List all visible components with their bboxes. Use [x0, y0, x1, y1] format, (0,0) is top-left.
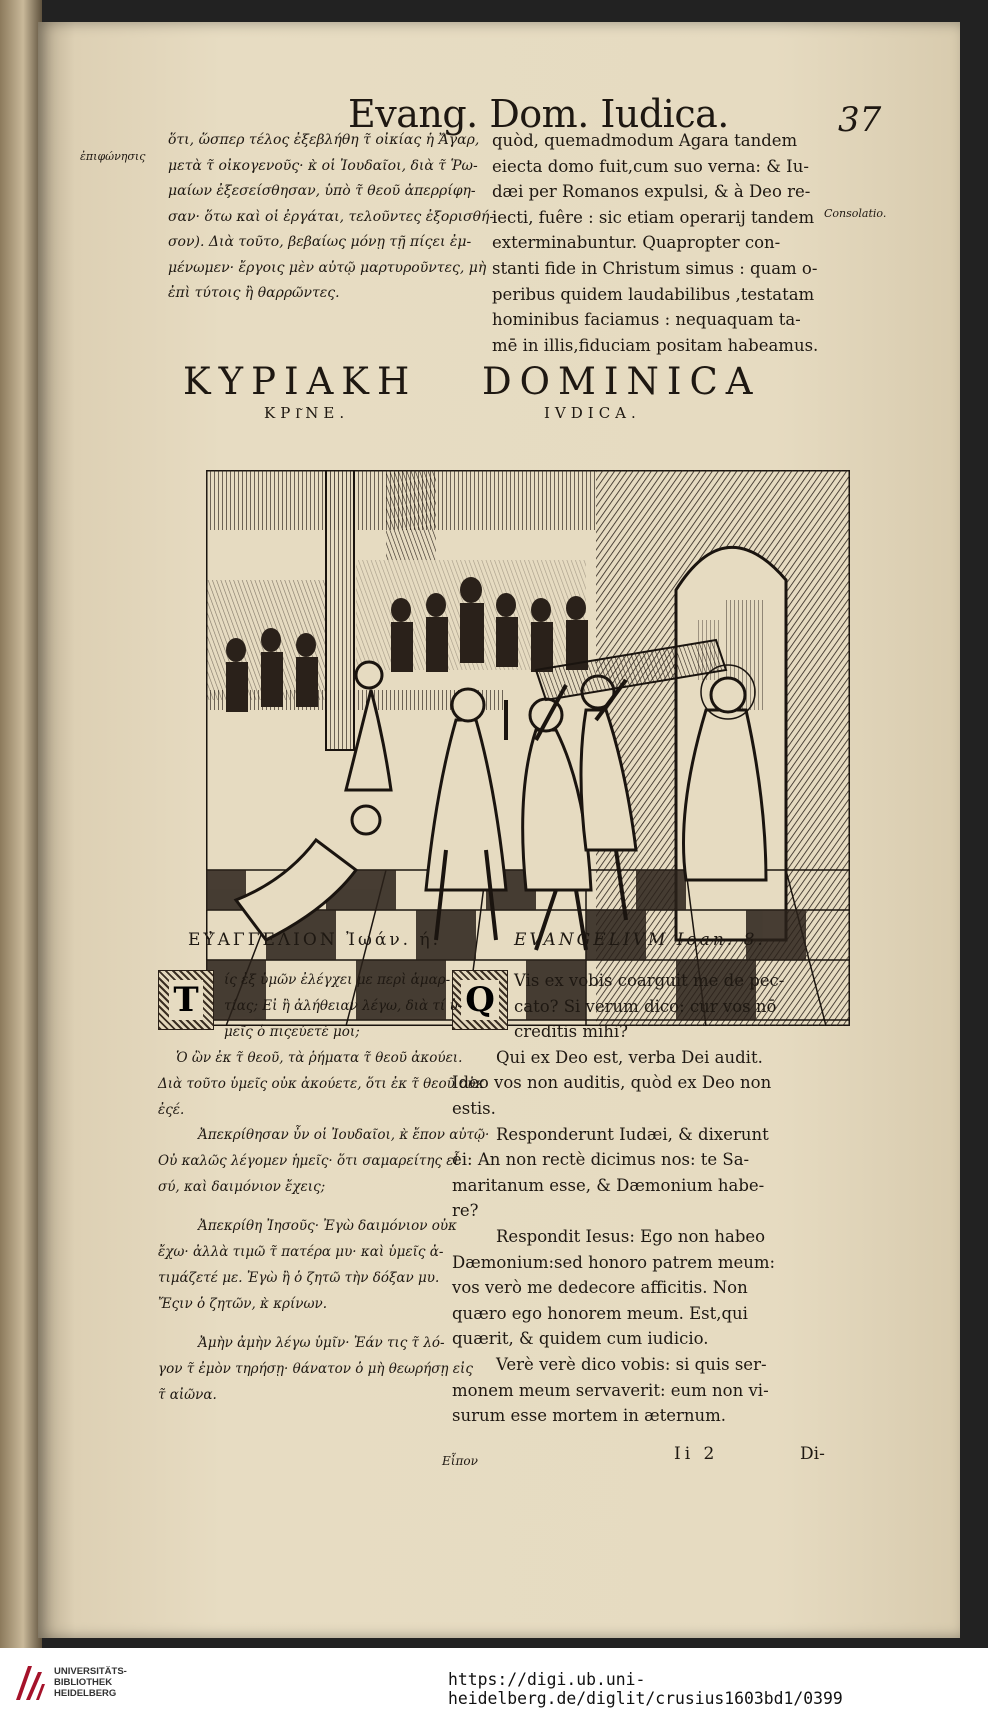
signature-mark: Ii 2	[674, 1444, 719, 1464]
top-greek-paragraph	[168, 128, 508, 307]
previous-page-margin-fragments	[2, 100, 38, 1300]
latin-catchword: Di-	[800, 1444, 825, 1464]
text-line: monem meum servaverit: eum non vi-	[452, 1380, 769, 1400]
text-line: τίας; Εἰ ἢ ἀλήθειαν λέγω, διὰ τί ὑ-	[224, 997, 463, 1014]
latin-subtitle: IVDICA.	[544, 404, 641, 422]
text-line: quòd, quemadmodum Agara tandem	[492, 131, 798, 150]
text-line: ὅτι, ὥσπερ τέλος ἐξεβλήθη τ̃ οἰκίας ἡ Ἄγαρ,	[168, 132, 480, 148]
permalink-url[interactable]: https://digi.ub.uni-heidelberg.de/diglit/crusius1603bd1/0399	[448, 1670, 843, 1708]
text-line: mē in illis,fiduciam positam habeamus.	[492, 335, 819, 355]
text-line	[158, 1318, 488, 1331]
text-line: ei: An non rectè dicimus nos: te Sa-	[452, 1150, 750, 1170]
text-line: Respondit Iesus: Ego non habeo	[496, 1226, 766, 1246]
text-line: Ὁ ὢν ἐκ τ̃ θεοῦ, τὰ ῥήματα τ̃ θεοῦ ἀκούει.	[176, 1049, 463, 1066]
text-line: creditis mihi?	[514, 1022, 629, 1042]
text-line: dæi per Romanos expulsi, & à Deo re-	[492, 182, 811, 202]
text-line: Verè verè dico vobis: si quis ser-	[496, 1354, 767, 1374]
text-line: Ἀπεκρίθη Ἰησοῦς· Ἐγὼ δαιμόνιον οὐκ	[198, 1218, 457, 1235]
text-line: surum esse mortem in æternum.	[452, 1406, 727, 1426]
latin-gospel-text	[452, 968, 792, 1429]
text-line: γον τ̃ ἐμὸν τηρήσῃ· θάνατον ὁ μὴ θεωρήσῃ εἰς	[158, 1360, 473, 1377]
latin-dropcap-initial: Q	[452, 970, 508, 1030]
text-line: ἔχω· ἀλλὰ τιμῶ τ̃ πατέρα μυ· καὶ ὑμεῖς ἀ-	[158, 1244, 444, 1261]
text-line: peribus quidem laudabilibus ,testatam	[492, 284, 815, 304]
text-line: eiecta domo fuit,cum suo verna: & Iu-	[492, 156, 809, 176]
text-line: Responderunt Iudæi, & dixerunt	[496, 1124, 769, 1144]
text-line: vos verò me dedecore afficitis. Non	[452, 1278, 748, 1298]
text-line: exterminabuntur. Quapropter con-	[492, 233, 781, 253]
text-line: μετὰ τ̃ οἰκογενοῦς· κ̀ οἱ Ἰουδαῖοι, διὰ τ̃ Ῥω-	[168, 157, 478, 174]
text-line: Οὐ καλῶς λέγομεν ἡμεῖς· ὅτι σαμαρείτης εἶ	[158, 1153, 459, 1170]
text-line: quæro ego honorem meum. Est,qui	[452, 1303, 748, 1323]
university-library-logo-icon[interactable]	[12, 1660, 46, 1704]
text-line: Ideo vos non auditis, quòd ex Deo non	[452, 1073, 772, 1093]
text-line: μεῖς ὁ πιςεύετέ μοι;	[224, 1023, 360, 1040]
latin-gospel-heading: EVANGELIVM Ioan. 8.	[514, 930, 766, 950]
left-margin-note: ἐπιφώνησις	[80, 150, 146, 163]
greek-catchword: Εἶπον	[442, 1454, 478, 1468]
greek-gospel-heading: ΕΥ̓ΑΓΓΕΛΙΟΝ Ἰωάν. ή.	[188, 930, 442, 950]
text-line: ἐςέ.	[158, 1101, 185, 1118]
text-line: hominibus faciamus : nequaquam ta-	[492, 310, 801, 330]
latin-title: DOMINICA	[482, 360, 761, 403]
library-logo-text: UNIVERSITÄTS- BIBLIOTHEK HEIDELBERG	[54, 1666, 127, 1699]
text-line: Ἀπεκρίθησαν ὖν οἱ Ἰουδαῖοι, κ̀ ἔπον αὐτῷ·	[198, 1127, 490, 1144]
text-line	[158, 1201, 488, 1214]
text-line: Ἔςιν ὁ ζητῶν, κ̀ κρίνων.	[158, 1295, 327, 1312]
text-line: maritanum esse, & Dæmonium habe-	[452, 1175, 765, 1195]
running-header: Evang. Dom. Iudica.	[348, 92, 729, 136]
text-line: Ἀμὴν ἀμὴν λέγω ὑμῖν· Ἐάν τις τ̃ λό-	[198, 1334, 445, 1351]
text-line: σον). Διὰ τοῦτο, βεβαίως μόνῃ τῇ πίςει ἐμ-	[168, 234, 472, 250]
greek-subtitle: ΚΡΙ͂ΝΕ.	[264, 404, 350, 422]
previous-page-edge	[0, 0, 42, 1648]
greek-dropcap-initial: T	[158, 970, 214, 1030]
greek-gospel-text	[158, 968, 488, 1409]
greek-title: ΚΥΡΙΑΚΗ	[183, 360, 418, 403]
text-line: stanti fide in Christum simus : quam o-	[492, 258, 818, 278]
right-margin-note: Consolatio.	[824, 207, 887, 220]
text-line: ίς ἐξ ὑμῶν ἐλέγχει με περὶ ἁμαρ-	[224, 972, 451, 988]
text-line: τιμάζετέ με. Ἐγὼ ἢ ὁ ζητῶ τὴν δόξαν μυ.	[158, 1269, 440, 1286]
text-line: cato? Si verum dico: cur vos nō	[514, 996, 777, 1016]
text-line: Dæmonium:sed honoro patrem meum:	[452, 1252, 776, 1272]
text-line: Vis ex vobis coarguit me de pec-	[514, 971, 785, 990]
text-line: estis.	[452, 1098, 496, 1118]
top-latin-paragraph	[492, 128, 822, 358]
text-line: re?	[452, 1201, 479, 1221]
text-line: iecti, fuêre : sic etiam operarij tandem	[492, 207, 815, 227]
text-line: quærit, & quidem cum iudicio.	[452, 1329, 709, 1349]
text-line: μαίων ἐξεσείσθησαν, ὑπὸ τ̃ θεοῦ ἀπερρίφη-	[168, 183, 476, 199]
text-line: μένωμεν· ἔργοις μὲν αὐτῷ μαρτυροῦντες, μὴ	[168, 259, 487, 276]
text-line: σαν· ὅτω καὶ οἱ ἐργάται, τελοῦντες ἐξορισθή-	[168, 208, 495, 225]
text-line: Διὰ τοῦτο ὑμεῖς οὐκ ἀκούετε, ὅτι ἐκ τ̃ θεοῦ οὐκ	[158, 1075, 485, 1092]
text-line: τ̃ αἰῶνα.	[158, 1386, 217, 1403]
text-line: Qui ex Deo est, verba Dei audit.	[496, 1047, 763, 1067]
book-page	[38, 22, 960, 1638]
text-line: ἐπὶ τύτοις ἢ θαρρῶντες.	[168, 285, 340, 301]
page-number: 37	[838, 100, 882, 140]
text-line: σύ, καὶ δαιμόνιον ἔχεις;	[158, 1179, 326, 1196]
viewer-footer	[0, 1648, 988, 1717]
